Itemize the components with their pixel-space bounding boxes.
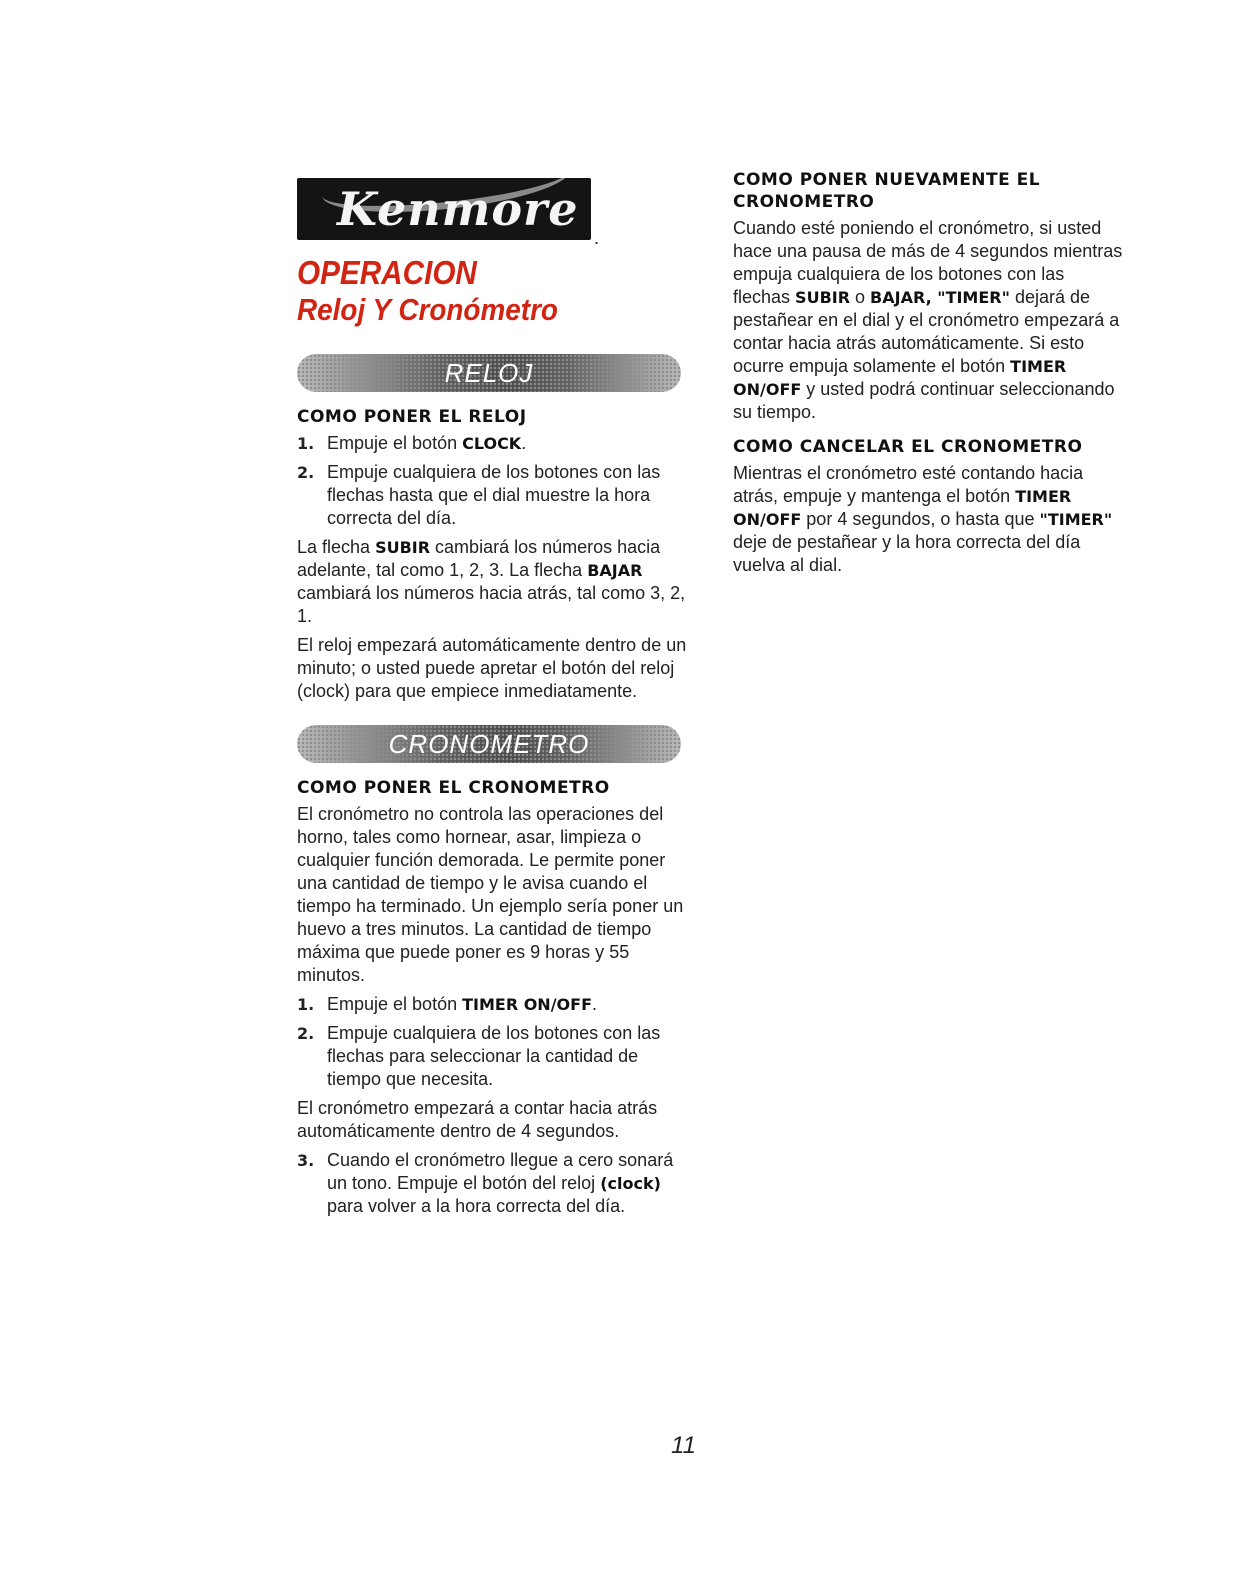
subir-keyword: SUBIR bbox=[375, 538, 431, 557]
subir-keyword: SUBIR bbox=[795, 288, 851, 307]
cronometro-step-1 bbox=[297, 993, 697, 1016]
reloj-heading: COMO PONER EL RELOJ bbox=[297, 407, 527, 427]
kenmore-logo bbox=[297, 172, 600, 248]
bajar-keyword: BAJAR bbox=[587, 561, 643, 580]
text: y usted podrá continuar seleccionando su tiempo. bbox=[733, 379, 1115, 422]
nuevamente-heading: COMO PONER NUEVAMENTE EL CRONOMETRO bbox=[733, 170, 1041, 212]
cronometro-mid: El cronómetro empezará a contar hacia atrás automáticamente dentro de 4 segundos. bbox=[297, 1098, 658, 1141]
text: cambiará los números hacia atrás, tal como 3, 2, 1. bbox=[297, 583, 686, 626]
logo-dot: . bbox=[594, 228, 600, 248]
logo-text: Kenmore bbox=[337, 182, 579, 236]
step-number: 1. bbox=[297, 995, 315, 1014]
cronometro-heading: COMO PONER EL CRONOMETRO bbox=[297, 778, 610, 798]
right-column bbox=[733, 169, 1125, 583]
logo-box bbox=[297, 178, 591, 240]
cronometro-intro: El cronómetro no controla las operaciones del horno, tales como hornear, asar, limpieza o cualquier función demorada. Le permite poner una cantidad de tiempo y le avisa cuando el tiempo ha terminado. Un ejemplo sería poner un huevo a tres minutos. La cantidad de tiempo máxima que puede poner es 9 horas y 55 minutos. bbox=[297, 804, 684, 985]
text: o bbox=[850, 287, 871, 307]
step-text: Empuje cualquiera de los botones con las flechas para seleccionar la cantidad de tiempo que necesita. bbox=[327, 1023, 661, 1089]
step-text-end: . bbox=[521, 433, 527, 453]
step-number: 3. bbox=[297, 1151, 315, 1170]
timer-quoted-keyword: "TIMER" bbox=[1039, 510, 1113, 529]
clock-keyword: CLOCK bbox=[462, 434, 522, 453]
cronometro-steps-a bbox=[297, 993, 697, 1091]
text: deje de pestañear y la hora correcta del día vuelva al dial. bbox=[733, 532, 1081, 575]
cronometro-banner bbox=[297, 725, 681, 763]
step-number: 2. bbox=[297, 1024, 315, 1043]
step-text: Cuando el cronómetro llegue a cero sonará un tono. Empuje el botón del reloj bbox=[327, 1150, 674, 1193]
text: Mientras el cronómetro esté contando hacia atrás, empuje y mantenga el botón bbox=[733, 463, 1084, 506]
reloj-step-1 bbox=[297, 432, 697, 455]
timer-keyword: TIMER ON/OFF bbox=[733, 357, 1067, 399]
clock-keyword: (clock) bbox=[600, 1174, 661, 1193]
text: dejará de pestañear en el dial y el cronómetro empezará a contar hacia atrás automáticamente. Si esto ocurre empuja solamente el botón bbox=[733, 287, 1120, 376]
cronometro-steps-b bbox=[297, 1149, 697, 1218]
reloj-banner bbox=[297, 354, 681, 392]
reloj-para-arrows bbox=[297, 536, 697, 628]
reloj-banner-label: RELOJ bbox=[444, 358, 534, 388]
text: cambiará los números hacia adelante, tal como 1, 2, 3. La flecha bbox=[297, 537, 661, 580]
timer-keyword: TIMER ON/OFF bbox=[462, 995, 592, 1014]
reloj-para-auto: El reloj empezará automáticamente dentro de un minuto; o usted puede apretar el botón del reloj (clock) para que empiece inmediatamente. bbox=[297, 635, 687, 701]
reloj-steps bbox=[297, 432, 697, 530]
page-subtitle: Reloj Y Cronómetro bbox=[297, 292, 558, 327]
left-column bbox=[297, 172, 697, 1224]
cronometro-step-3 bbox=[297, 1149, 697, 1218]
reloj-step-2 bbox=[297, 461, 697, 530]
step-text: Empuje el botón bbox=[327, 433, 463, 453]
cronometro-step-2 bbox=[297, 1022, 697, 1091]
bajar-timer-keyword: BAJAR, "TIMER" bbox=[870, 288, 1010, 307]
step-text-end: . bbox=[592, 994, 598, 1014]
step-text: Empuje el botón bbox=[327, 994, 463, 1014]
text: La flecha bbox=[297, 537, 376, 557]
step-number: 1. bbox=[297, 434, 315, 453]
nuevamente-para bbox=[733, 217, 1125, 424]
text: Cuando esté poniendo el cronómetro, si usted hace una pausa de más de 4 segundos mientras empuja cualquiera de los botones con las flechas bbox=[733, 218, 1123, 307]
step-number: 2. bbox=[297, 463, 315, 482]
cancelar-para bbox=[733, 462, 1125, 577]
cancelar-heading: COMO CANCELAR EL CRONOMETRO bbox=[733, 437, 1083, 457]
page-number: 11 bbox=[671, 1432, 696, 1459]
step-text-end: para volver a la hora correcta del día. bbox=[327, 1196, 626, 1216]
step-text: Empuje cualquiera de los botones con las flechas hasta que el dial muestre la hora correcta del día. bbox=[327, 462, 661, 528]
page-title: OPERACION bbox=[297, 254, 477, 291]
cronometro-banner-label: CRONOMETRO bbox=[388, 729, 590, 759]
timer-keyword: TIMER ON/OFF bbox=[733, 487, 1072, 529]
text: por 4 segundos, o hasta que bbox=[801, 509, 1040, 529]
